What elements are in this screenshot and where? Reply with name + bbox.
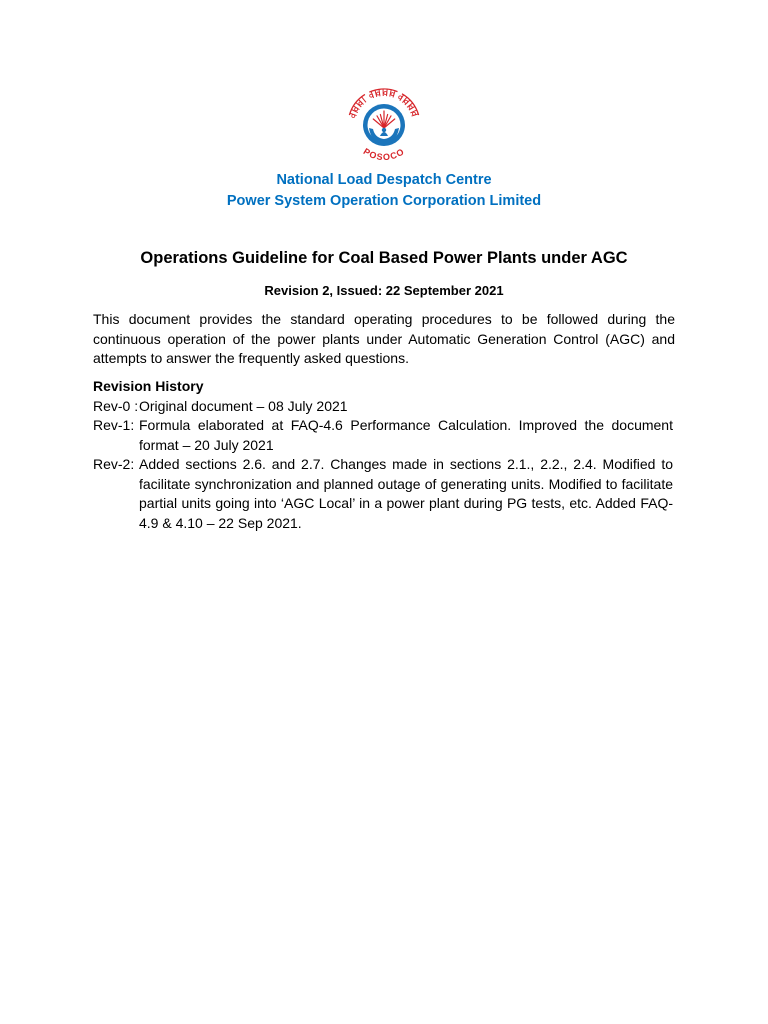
logo-hindi-loop [409,106,412,109]
posoco-logo [344,84,424,170]
logo-hindi-loop [355,108,358,111]
revision-entry-rev1 [93,416,675,455]
revision-label: Rev-2: [93,456,135,472]
logo-hindi-loop [404,100,407,103]
revision-entry-rev0 [93,397,675,417]
organization-name-line1: National Load Despatch Centre [276,172,492,188]
logo-hindi-loop [359,102,362,105]
logo-hindi-stroke [362,97,366,102]
intro-paragraph: This document provides the standard operating procedures to be followed during the continuous operation of the power plants under Automatic Generation Control (AGC) and attempts to answer the frequently asked questions. [93,311,675,367]
logo-hindi-loop [399,96,402,99]
organization-name-line2: Power System Operation Corporation Limited [226,193,542,209]
revision-entry-rev2 [93,455,675,533]
revision-history-heading: Revision History [93,378,204,394]
revision-history-section [93,377,675,533]
logo-posoco-text: POSOCO [361,146,407,163]
document-title: Operations Guideline for Coal Based Power Plants under AGC [140,249,628,267]
revision-text: Original document – 08 July 2021 [139,397,348,414]
revision-label: Rev-1: [93,417,135,433]
logo-figure-head [382,128,386,132]
revision-text: Formula elaborated at FAQ-4.6 Performance Calculation. Improved the document format – 20 July 2021 [139,417,673,453]
document-revision-line: Revision 2, Issued: 22 September 2021 [264,283,504,298]
revision-text: Added sections 2.6. and 2.7. Changes made in sections 2.1., 2.2., 2.4. Modified to facilitate synchronization and planned outage of generating units. Modified to facilitate partial units going into ‘AGC Local’ in a power plant during PG tests, etc. Added FAQ-4.9 & 4.10 – 22 Sep 2021. [139,456,673,531]
revision-label: Rev-0 : [93,397,139,414]
